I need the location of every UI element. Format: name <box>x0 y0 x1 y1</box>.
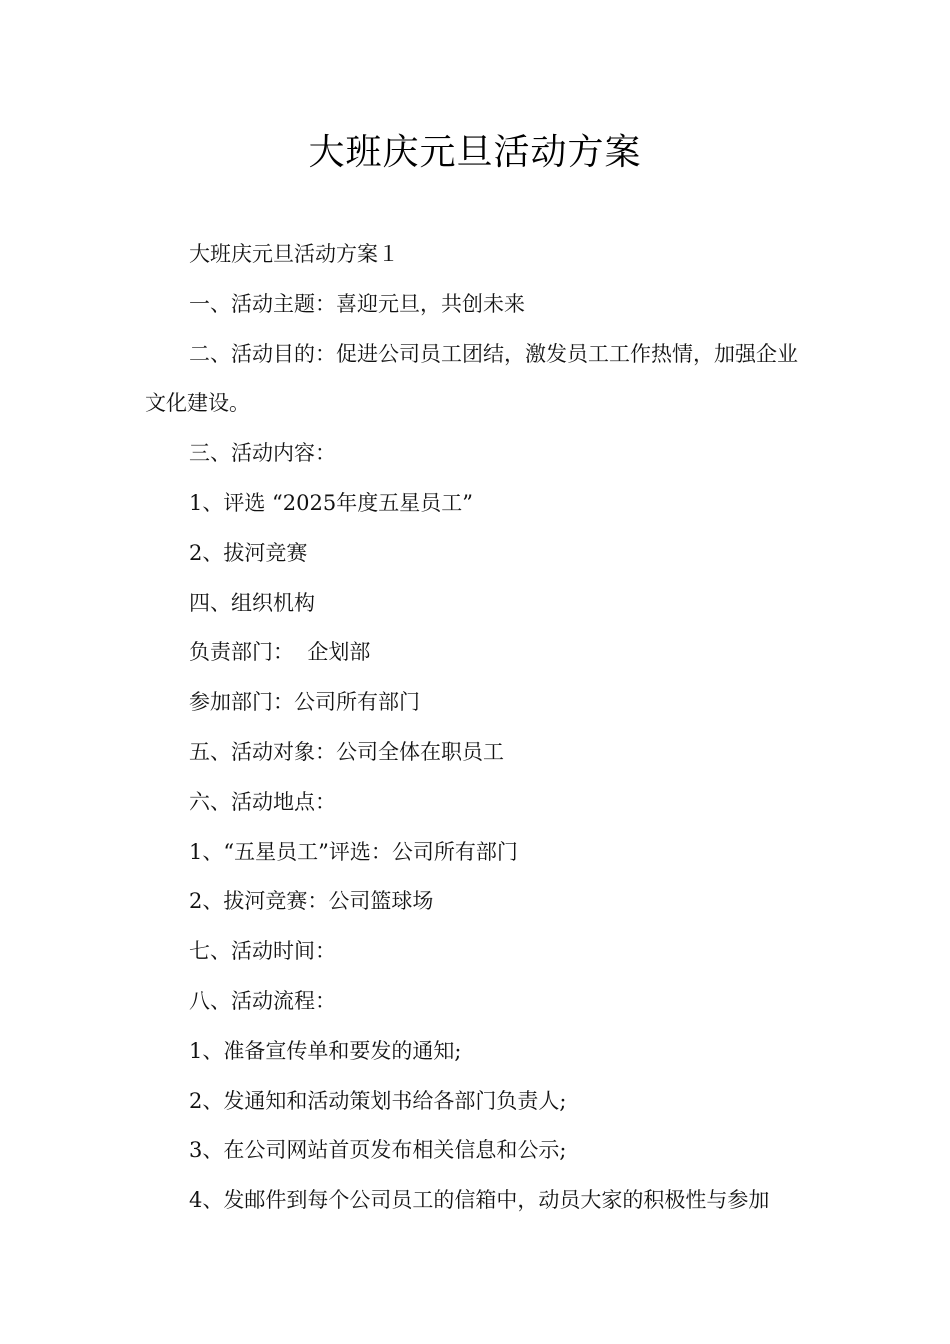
paragraph-content-heading: 三、活动内容： <box>189 441 336 466</box>
paragraph-time-heading: 七、活动时间： <box>189 939 336 964</box>
paragraph-location-heading: 六、活动地点： <box>189 789 336 814</box>
paragraph-theme: 一、活动主题：喜迎元旦，共创未来 <box>189 291 525 316</box>
paragraph-process-heading: 八、活动流程： <box>189 988 336 1013</box>
paragraph-plan-heading: 大班庆元旦活动方案１ <box>189 242 399 266</box>
paragraph-responsible-dept: 负责部门： 企划部 <box>189 640 371 665</box>
paragraph-content-item-2: 2、拔河竞赛 <box>189 540 308 565</box>
paragraph-content-item-1: 1、评选 “2025年度五星员工” <box>189 490 473 515</box>
paragraph-process-step-1: 1、准备宣传单和要发的通知; <box>189 1038 462 1063</box>
paragraph-process-step-4: 4、发邮件到每个公司员工的信箱中，动员大家的积极性与参加 <box>189 1188 770 1213</box>
paragraph-participating-depts: 参加部门：公司所有部门 <box>189 690 420 715</box>
paragraph-organization-heading: 四、组织机构 <box>189 590 315 615</box>
document-body <box>145 230 810 1226</box>
paragraph-process-step-3: 3、在公司网站首页发布相关信息和公示; <box>189 1138 567 1163</box>
paragraph-purpose: 二、活动目的：促进公司员工团结，激发员工工作热情，加强企业文化建设。 <box>145 341 798 416</box>
paragraph-location-item-1: 1、“五星员工”评选：公司所有部门 <box>189 839 518 864</box>
paragraph-location-item-2: 2、拔河竞赛：公司篮球场 <box>189 889 434 914</box>
paragraph-target: 五、活动对象：公司全体在职员工 <box>189 739 504 764</box>
document-title: 大班庆元旦活动方案 <box>308 132 642 173</box>
paragraph-process-step-2: 2、发通知和活动策划书给各部门负责人; <box>189 1088 567 1113</box>
